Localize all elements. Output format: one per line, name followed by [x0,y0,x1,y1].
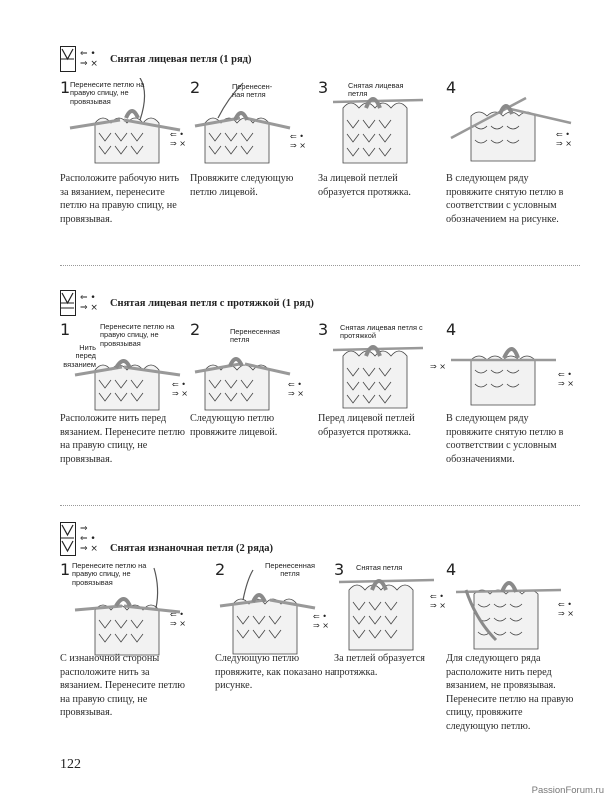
stitch-symbol-icon [60,46,76,72]
step-callout: Снятая петля [356,563,403,572]
legend-arrows: ⇒ ⇐ • ⇒ × [80,524,98,554]
stitch-marks: ⇐ • ⇒ × [313,612,329,630]
step-4 [446,320,581,490]
yarn-forward-callout: Нить перед вязанием [63,343,96,369]
step-number: 4 [446,78,457,97]
stitch-marks: ⇐ • ⇒ × [558,370,574,388]
step-callout: Перенесите петлю на правую спицу, не провязывая [72,561,147,587]
stitch-marks: ⇒ × [430,362,446,371]
section-slipped-knit [0,44,610,254]
step-description: Расположите рабочую нить за вязанием, перенесите петлю на правую спицу, не провязывая. [60,173,180,225]
step-description: Для следующего ряда расположите нить перед вязанием, не провязывая. Перенесите петлю на правую спицу, провяжите следующую петлю. [446,653,574,732]
step-number: 2 [215,560,226,579]
step-4 [446,560,581,750]
step-3 [318,78,453,248]
step-4 [446,78,581,248]
stitch-symbol-icon [60,290,76,316]
section-title: Снятая изнаночная петля (2 ряда) [109,542,273,554]
step-number: 3 [318,78,329,97]
step-number: 2 [190,78,201,97]
section-slipped-knit-yarn-forward [0,290,610,490]
stitch-marks: ⇐ • ⇒ × [290,132,306,150]
knitting-illustration [446,78,576,173]
step-callout: Перенесен-ная петля [232,82,273,100]
stitch-marks: ⇐ • ⇒ × [430,592,446,610]
step-number: 1 [60,78,71,97]
step-number: 3 [334,560,345,579]
knitting-illustration [446,320,576,415]
step-number: 1 [60,560,71,579]
step-1 [60,560,195,750]
step-callout: Снятая лицевая петля с протяжкой [340,323,423,341]
step-2 [190,78,325,248]
step-callout: Перенесите петлю на правую спицу, не провязывая [70,80,145,106]
step-2 [190,320,325,490]
step-description: За лицевой петлей образуется протяжка. [318,173,411,198]
step-number: 1 [60,320,71,339]
step-description: С изнаночной стороны расположите нить за вязанием. Перенесите петлю на правую спицу, не провязывая. [60,653,185,719]
legend-arrows: ⇐ • ⇒ × [80,293,98,313]
step-callout: Снятая лицевая петля [348,81,404,99]
step-description: За петлей образуется протяжка. [334,653,425,678]
step-description: Провяжите следующую петлю лицевой. [190,173,294,198]
step-number: 4 [446,560,457,579]
knitting-illustration [446,560,576,660]
section-title: Снятая лицевая петля с протяжкой (1 ряд) [109,297,314,309]
step-number: 2 [190,320,201,339]
step-description: Расположите нить перед вязанием. Перенесите петлю на правую спицу, не провязывая. [60,413,185,465]
page-number: 122 [60,757,81,772]
section-header [60,290,314,316]
step-callout: Перенесенная петля [265,561,315,579]
stitch-marks: ⇐ • ⇒ × [556,130,572,148]
stitch-marks: ⇐ • ⇒ × [558,600,574,618]
section-divider [60,265,580,266]
step-callout: Перенесите петлю на правую спицу, не провязывая [100,322,175,348]
section-slipped-purl [0,522,610,752]
section-header [60,46,252,72]
step-number: 4 [446,320,457,339]
step-description: Следующую петлю провяжите лицевой. [190,413,278,438]
step-description: Следующую петлю провяжите, как показано на рисунке. [215,653,335,692]
step-description: В следующем ряду провяжите снятую петлю в соответствии с условным обозначениями. [446,413,564,465]
step-description: Перед лицевой петлей образуется протяжка. [318,413,415,438]
knitting-illustration [334,560,464,660]
section-header [60,522,273,556]
step-3 [318,320,453,490]
section-title: Снятая лицевая петля (1 ряд) [109,53,252,65]
step-2 [215,560,350,750]
stitch-symbol-icon [60,522,76,556]
step-callout: Перенесенная петля [230,327,280,345]
step-1 [60,320,195,490]
section-divider [60,505,580,506]
stitch-marks: ⇐ • ⇒ × [170,130,186,148]
stitch-marks: ⇐ • ⇒ × [172,380,188,398]
step-1 [60,78,195,248]
stitch-marks: ⇐ • ⇒ × [170,610,186,628]
watermark: PassionForum.ru [531,785,604,796]
stitch-marks: ⇐ • ⇒ × [288,380,304,398]
step-number: 3 [318,320,329,339]
step-description: В следующем ряду провяжите снятую петлю в соответствии с условным обозначением на рисунке. [446,173,564,225]
legend-arrows: ⇐ • ⇒ × [80,49,98,69]
